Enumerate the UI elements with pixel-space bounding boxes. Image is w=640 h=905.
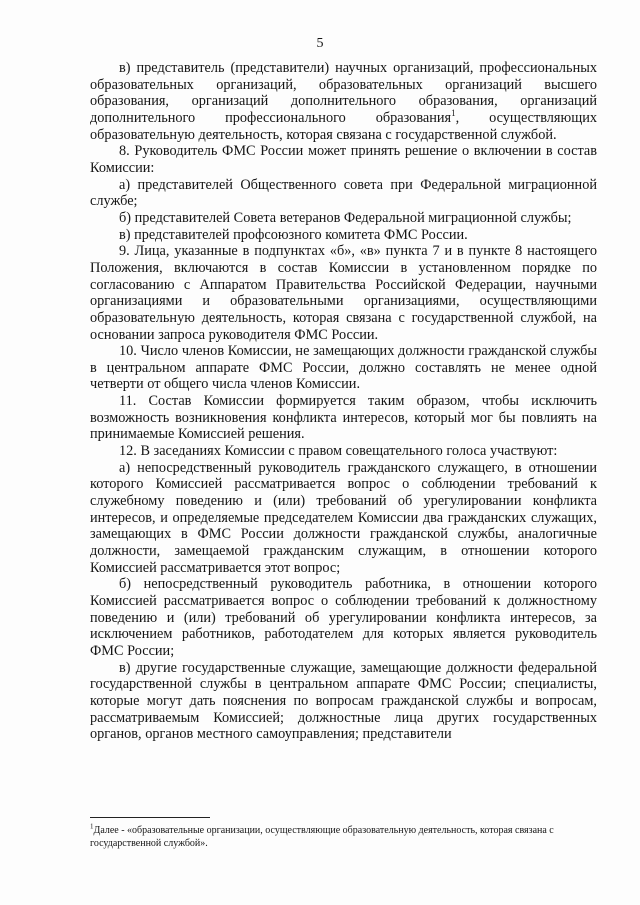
footnote-reference[interactable]: 1 — [451, 108, 456, 119]
paragraph-text-tail: , осуществляющих образовательную деятельность, которая связана с государственной службой. — [90, 109, 597, 143]
paragraph: а) непосредственный руководитель гражданского служащего, в отношении которого Комиссией рассматривается вопрос о соблюдении требований к служебному поведению и (или) требований об урегулировании конфликта интересов, и определяемые председателем Комиссии два гражданских служащих, замещающих в ФМС России должности гражданской службы, аналогичные должности, замещаемой гражданским служащим, в отношении которого Комиссией рассматривается этот вопрос; — [90, 459, 597, 576]
paragraph: а) представителей Общественного совета при Федеральной миграционной службе; — [90, 176, 597, 210]
footnote-mark: 1 — [90, 822, 94, 831]
body-text — [90, 60, 597, 743]
paragraph: 10. Число членов Комиссии, не замещающих должности гражданской службы в центральном аппарате ФМС России, должно составлять не менее одной четверти от общего числа членов Комиссии. — [90, 343, 597, 393]
paragraph: б) представителей Совета ветеранов Федеральной миграционной службы; — [119, 209, 572, 226]
paragraph: б) непосредственный руководитель работника, в отношении которого Комиссией рассматривается вопрос о соблюдении требований к должностному поведению и (или) требований об урегулировании конфликта интересов, за исключением работников, работодателем для которых является руководитель ФМС России; — [90, 576, 597, 659]
paragraph: в) другие государственные служащие, замещающие должности федеральной государственной службы в центральном аппарате ФМС России; специалисты, которые могут дать пояснения по вопросам гражданской службы и вопросам, рассматриваемым Комиссией; должностные лица других государственных органов, органов местного самоуправления; представители — [90, 659, 597, 743]
footnote-text: Далее - «образовательные организации, осуществляющие образовательную деятельность, которая связана с государственной службой». — [90, 825, 554, 849]
paragraph: 12. В заседаниях Комиссии с правом совещательного голоса участвуют: — [119, 443, 558, 460]
paragraph: в) представителей профсоюзного комитета ФМС России. — [119, 226, 468, 243]
paragraph: 8. Руководитель ФМС России может принять решение о включении в состав Комиссии: — [90, 143, 597, 176]
footnote — [90, 824, 597, 850]
footnote-divider — [90, 817, 210, 818]
paragraph-text: в) представитель (представители) научных организаций, профессиональных образовательных организаций, образовательных организаций высшего образования, организаций дополнительного образования, организаций дополнительного профессионального образования — [90, 60, 597, 126]
page-number: 5 — [316, 36, 324, 51]
paragraph: 11. Состав Комиссии формируется таким образом, чтобы исключить возможность возникновения конфликта интересов, который мог бы повлиять на принимаемые Комиссией решения. — [90, 393, 597, 443]
paragraph: 9. Лица, указанные в подпунктах «б», «в» пункта 7 и в пункте 8 настоящего Положения, включаются в состав Комиссии в установленном порядке по согласованию с Аппаратом Правительства Российской Федерации, научными организациями и образовательными организациями, осуществляющими образовательную деятельность, которая связана с государственной службой, на основании запроса руководителя ФМС России. — [90, 243, 597, 343]
paragraph — [90, 60, 597, 143]
